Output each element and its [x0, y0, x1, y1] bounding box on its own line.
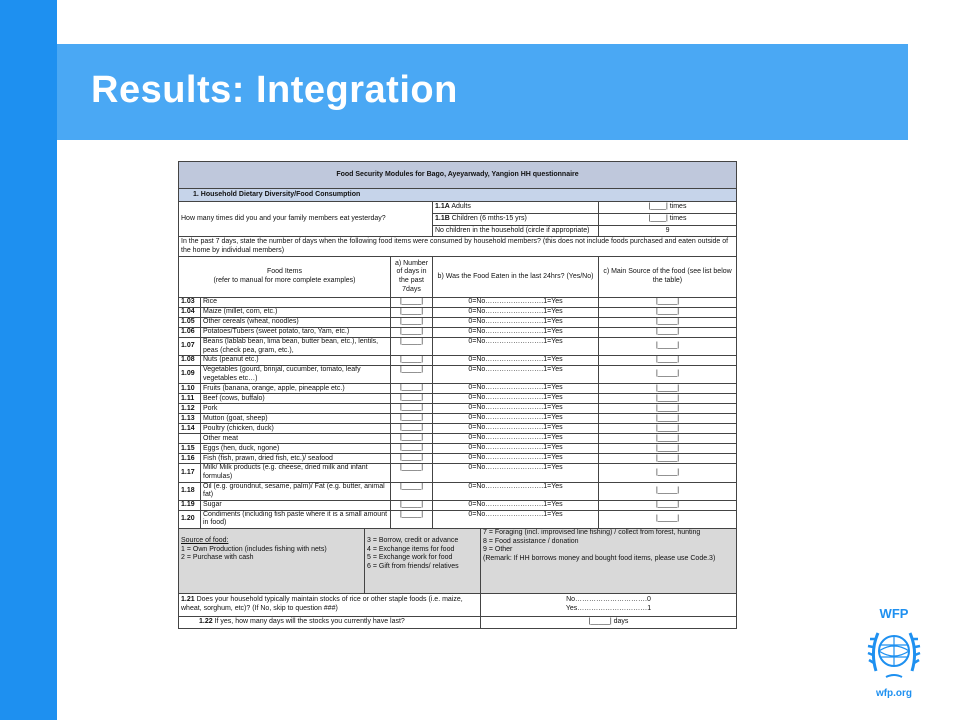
source-answer[interactable]: |_____| — [599, 318, 737, 328]
eaten-24h-answer[interactable]: 0=No…………………….1=Yes — [433, 454, 599, 464]
no-children-label: No children in the household (circle if appropriate) — [433, 226, 599, 237]
q11b-label: Children (6 mths-15 yrs) — [451, 215, 527, 223]
food-item-label: Mutton (goat, sheep) — [201, 414, 391, 424]
section-heading: 1. Household Dietary Diversity/Food Consumption — [179, 189, 737, 202]
food-item-number: 1.18 — [179, 482, 201, 500]
eaten-24h-answer[interactable]: 0=No…………………….1=Yes — [433, 500, 599, 510]
eaten-24h-answer[interactable]: 0=No…………………….1=Yes — [433, 394, 599, 404]
days-answer[interactable]: |_____| — [391, 338, 433, 356]
meals-question: How many times did you and your family members eat yesterday? — [179, 202, 433, 237]
questionnaire-document — [178, 161, 736, 629]
title-band — [57, 44, 908, 140]
food-item-label: Beans (lablab bean, lima bean, butter bean, etc.), lentils, peas (check pea, gram, etc.), — [201, 338, 391, 356]
food-item-row — [179, 444, 737, 454]
source-code-2: 2 = Purchase with cash — [181, 554, 254, 562]
food-item-label: Milk/ Milk products (e.g. cheese, dried milk and infant formulas) — [201, 464, 391, 482]
days-answer[interactable]: |_____| — [391, 424, 433, 434]
days-answer[interactable]: |_____| — [391, 366, 433, 384]
food-intro: In the past 7 days, state the number of days when the following food items were consumed by household members? (this does not include foods purchased and eaten outside of the home by individual members) — [179, 237, 737, 257]
days-answer[interactable]: |_____| — [391, 356, 433, 366]
days-answer[interactable]: |_____| — [391, 454, 433, 464]
eaten-24h-answer[interactable]: 0=No…………………….1=Yes — [433, 308, 599, 318]
wfp-logo-text: WFP — [879, 606, 909, 621]
food-item-label: Pork — [201, 404, 391, 414]
wfp-url: wfp.org — [875, 688, 913, 699]
slide-title: Results: Integration — [91, 69, 458, 111]
q11b-number: 1.1B — [435, 215, 450, 223]
source-answer[interactable]: |_____| — [599, 424, 737, 434]
q122-cell — [179, 616, 481, 628]
source-answer[interactable]: |_____| — [599, 338, 737, 356]
q122-answer[interactable]: |_____| days — [481, 616, 737, 628]
q122-number: 1.22 — [199, 618, 213, 626]
food-item-row — [179, 424, 737, 434]
food-item-label: Potatoes/Tubers (sweet potato, taro, Yam, etc.) — [201, 328, 391, 338]
food-item-row — [179, 338, 737, 356]
eaten-24h-answer[interactable]: 0=No…………………….1=Yes — [433, 298, 599, 308]
days-answer[interactable]: |_____| — [391, 482, 433, 500]
questionnaire-heading: Food Security Modules for Bago, Ayeyarwady, Yangion HH questionnaire — [179, 162, 737, 189]
col-days: a) Number of days in the past 7days — [391, 257, 433, 298]
food-item-label: Poultry (chicken, duck) — [201, 424, 391, 434]
left-accent-bar — [0, 0, 57, 720]
source-codes-middle: 3 = Borrow, credit or advance 4 = Exchange items for food 5 = Exchange work for food 6 = Gift from friends/ relatives — [365, 528, 481, 593]
eaten-24h-answer[interactable]: 0=No…………………….1=Yes — [433, 434, 599, 444]
source-answer[interactable]: |_____| — [599, 366, 737, 384]
food-item-label: Other cereals (wheat, noodles) — [201, 318, 391, 328]
source-answer[interactable]: |_____| — [599, 464, 737, 482]
food-item-row — [179, 366, 737, 384]
food-item-label: Oil (e.g. groundnut, sesame, palm)/ Fat (e.g. butter, animal fat) — [201, 482, 391, 500]
col-main-source: c) Main Source of the food (see list below the table) — [599, 257, 737, 298]
source-answer[interactable]: |_____| — [599, 298, 737, 308]
food-item-row — [179, 318, 737, 328]
food-item-row — [179, 464, 737, 482]
days-answer[interactable]: |_____| — [391, 328, 433, 338]
source-answer[interactable]: |_____| — [599, 356, 737, 366]
food-item-label: Nuts (peanut etc.) — [201, 356, 391, 366]
eaten-24h-answer[interactable]: 0=No…………………….1=Yes — [433, 444, 599, 454]
food-item-row — [179, 482, 737, 500]
food-item-row — [179, 510, 737, 528]
food-item-row — [179, 454, 737, 464]
food-item-number: 1.13 — [179, 414, 201, 424]
source-answer[interactable]: |_____| — [599, 454, 737, 464]
food-item-number: 1.03 — [179, 298, 201, 308]
food-item-label: Sugar — [201, 500, 391, 510]
food-item-row — [179, 298, 737, 308]
questionnaire-table — [178, 161, 737, 629]
food-item-label: Condiments (including fish paste where it is a small amount in food) — [201, 510, 391, 528]
food-item-row — [179, 308, 737, 318]
source-answer[interactable]: |_____| — [599, 308, 737, 318]
days-answer[interactable]: |_____| — [391, 444, 433, 454]
source-codes-right: 7 = Foraging (incl. improvised line fishing) / collect from forest, hunting 8 = Food assistance / donation 9 = Other (Remark: If HH borrows money and bought food items, please use Code.3) — [481, 528, 737, 593]
q122-text: If yes, how many days will the stocks you currently have last? — [214, 618, 405, 626]
col-eaten-24h: b) Was the Food Eaten in the last 24hrs? (Yes/No) — [433, 257, 599, 298]
food-item-number: 1.09 — [179, 366, 201, 384]
food-item-number: 1.15 — [179, 444, 201, 454]
source-code-1: 1 = Own Production (includes fishing with nets) — [181, 545, 327, 553]
source-codes-left — [179, 528, 365, 593]
eaten-24h-answer[interactable]: 0=No…………………….1=Yes — [433, 482, 599, 500]
food-item-number — [179, 434, 201, 444]
eaten-24h-answer[interactable]: 0=No…………………….1=Yes — [433, 414, 599, 424]
q11b-answer[interactable]: |____| times — [599, 214, 737, 226]
source-answer[interactable]: |_____| — [599, 328, 737, 338]
days-answer[interactable]: |_____| — [391, 308, 433, 318]
food-item-number: 1.04 — [179, 308, 201, 318]
food-item-row — [179, 404, 737, 414]
eaten-24h-answer[interactable]: 0=No…………………….1=Yes — [433, 356, 599, 366]
food-item-number: 1.17 — [179, 464, 201, 482]
q121-number: 1.21 — [181, 596, 195, 604]
no-children-value[interactable]: 9 — [599, 226, 737, 237]
days-answer[interactable]: |_____| — [391, 434, 433, 444]
food-item-number: 1.16 — [179, 454, 201, 464]
source-answer[interactable]: |_____| — [599, 404, 737, 414]
food-item-number: 1.14 — [179, 424, 201, 434]
food-item-number: 1.05 — [179, 318, 201, 328]
food-item-number: 1.08 — [179, 356, 201, 366]
days-answer[interactable]: |_____| — [391, 318, 433, 328]
food-item-label: Eggs (hen, duck, ngone) — [201, 444, 391, 454]
wfp-logo — [856, 606, 932, 700]
food-item-rows — [179, 298, 737, 529]
food-item-number: 1.12 — [179, 404, 201, 414]
eaten-24h-answer[interactable]: 0=No…………………….1=Yes — [433, 328, 599, 338]
source-title: Source of food: — [181, 536, 229, 544]
source-answer[interactable]: |_____| — [599, 444, 737, 454]
food-item-label: Vegetables (gourd, brinjal, cucumber, tomato, leafy vegetables etc…) — [201, 366, 391, 384]
eaten-24h-answer[interactable]: 0=No…………………….1=Yes — [433, 318, 599, 328]
q11a-label: Adults — [451, 203, 471, 211]
food-item-label: Maize (millet, corn, etc.) — [201, 308, 391, 318]
q11a-answer[interactable]: |____| times — [599, 202, 737, 214]
food-item-label: Fruits (banana, orange, apple, pineapple etc.) — [201, 384, 391, 394]
source-answer[interactable]: |_____| — [599, 384, 737, 394]
source-answer[interactable]: |_____| — [599, 510, 737, 528]
food-item-row — [179, 384, 737, 394]
food-item-label: Beef (cows, buffalo) — [201, 394, 391, 404]
days-answer[interactable]: |_____| — [391, 384, 433, 394]
q11b-cell — [433, 214, 599, 226]
days-answer[interactable]: |_____| — [391, 510, 433, 528]
eaten-24h-answer[interactable]: 0=No…………………….1=Yes — [433, 510, 599, 528]
food-item-number: 1.20 — [179, 510, 201, 528]
q121-option-no[interactable]: No………………………….0 — [566, 596, 651, 604]
food-item-row — [179, 356, 737, 366]
q11a-number: 1.1A — [435, 203, 450, 211]
col-food-items: Food Items (refer to manual for more complete examples) — [179, 257, 391, 298]
days-answer[interactable]: |_____| — [391, 394, 433, 404]
food-item-row — [179, 434, 737, 444]
source-answer[interactable]: |_____| — [599, 414, 737, 424]
food-item-number: 1.11 — [179, 394, 201, 404]
eaten-24h-answer[interactable]: 0=No…………………….1=Yes — [433, 424, 599, 434]
q121-options — [481, 593, 737, 616]
food-item-number: 1.10 — [179, 384, 201, 394]
food-item-label: Other meat — [201, 434, 391, 444]
q11a-cell — [433, 202, 599, 214]
source-answer[interactable]: |_____| — [599, 394, 737, 404]
days-answer[interactable]: |_____| — [391, 500, 433, 510]
days-answer[interactable]: |_____| — [391, 298, 433, 308]
food-item-row — [179, 414, 737, 424]
food-item-row — [179, 328, 737, 338]
eaten-24h-answer[interactable]: 0=No…………………….1=Yes — [433, 404, 599, 414]
food-item-number: 1.19 — [179, 500, 201, 510]
food-item-row — [179, 500, 737, 510]
source-answer[interactable]: |_____| — [599, 500, 737, 510]
wfp-emblem-icon — [864, 621, 924, 681]
food-item-label: Fish (fish, prawn, dried fish, etc.)/ seafood — [201, 454, 391, 464]
days-answer[interactable]: |_____| — [391, 414, 433, 424]
days-answer[interactable]: |_____| — [391, 404, 433, 414]
eaten-24h-answer[interactable]: 0=No…………………….1=Yes — [433, 384, 599, 394]
eaten-24h-answer[interactable]: 0=No…………………….1=Yes — [433, 338, 599, 356]
q121-text: Does your household typically maintain stocks of rice or other staple foods (i.e. maize, wheat, sorghum, etc)? (If No, skip to question ###) — [181, 596, 463, 612]
q121-option-yes[interactable]: Yes…………………………1 — [565, 604, 652, 612]
q121-cell — [179, 593, 481, 616]
days-answer[interactable]: |_____| — [391, 464, 433, 482]
eaten-24h-answer[interactable]: 0=No…………………….1=Yes — [433, 464, 599, 482]
source-answer[interactable]: |_____| — [599, 434, 737, 444]
food-item-label: Rice — [201, 298, 391, 308]
food-item-number: 1.06 — [179, 328, 201, 338]
food-item-row — [179, 394, 737, 404]
source-answer[interactable]: |_____| — [599, 482, 737, 500]
food-item-number: 1.07 — [179, 338, 201, 356]
eaten-24h-answer[interactable]: 0=No…………………….1=Yes — [433, 366, 599, 384]
